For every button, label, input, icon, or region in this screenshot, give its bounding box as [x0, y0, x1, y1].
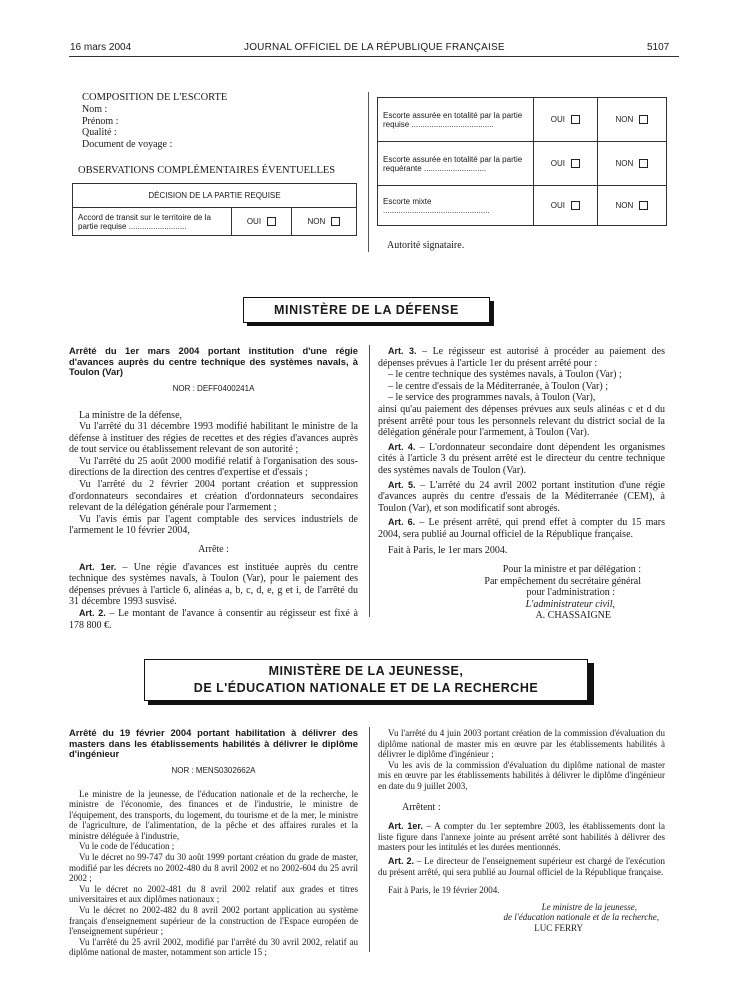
non-label: NON: [615, 158, 634, 168]
defense-nor: NOR : DEFF0400241A: [172, 383, 255, 393]
education-left-column: [69, 728, 358, 958]
signature-line: de l'éducation nationale et de la recherche,: [503, 912, 659, 923]
article-text: – L'arrêté du 24 avril 2002 portant institution d'une régie d'avances auprès du centre d'essais de la Méditerranée (CEM), à Toulon (Var), et son modificatif sont abrogés.: [378, 479, 665, 514]
column-divider-top: [368, 92, 369, 252]
escort-heading: COMPOSITION DE L'ESCORTE: [82, 92, 228, 103]
ministry-defense-title: MINISTÈRE DE LA DÉFENSE: [243, 297, 490, 323]
education-visa: Vu le décret no 99-747 du 30 août 1999 portant création du grade de master, modifié par les décrets no 2002-480 du 8 avril 2002 et no 2002-604 du 25 avril 2002 ;: [69, 852, 358, 884]
signature-line: pour l'administration :: [526, 587, 615, 599]
education-visa: Vu l'arrêté du 4 juin 2003 portant création de la commission d'évaluation du diplôme national de master mis en œuvre par les établissements habilités à délivrer le diplôme d'ingénieur ;: [378, 728, 665, 760]
education-visas-continued: [378, 728, 665, 792]
oui-label: OUI: [550, 200, 565, 210]
list-item: – le service des programmes navals, à Toulon (Var),: [388, 392, 596, 404]
education-visa: Le ministre de la jeunesse, de l'éducation nationale et de la recherche, le ministre de l'économie, des finances et de l'industrie, le ministre de l'équipement, des transports, du logement, du tourisme et de la mer, le ministre de l'agriculture, de l'alimentation, de la pêche et des affaires rurales et la ministre déléguée à l'industrie,: [69, 788, 358, 841]
decision-oui-label: OUI: [246, 216, 262, 226]
defense-done-at: Fait à Paris, le 1er mars 2004.: [388, 544, 508, 556]
defense-article-3-list: [378, 369, 665, 404]
header-rule: [69, 56, 679, 57]
education-visa: Vu le décret no 2002-482 du 8 avril 2002 portant application au système français d'enseignement supérieur de la construction de l'Espace européen de l'enseignement supérieur ;: [69, 905, 358, 937]
article-text: – Le présent arrêté, qui prend effet à compter du 15 mars 2004, sera publié au Journal officiel de la République française.: [378, 517, 666, 540]
decision-non-label: NON: [307, 216, 326, 226]
education-arretent: Arrêtent :: [402, 801, 441, 813]
defense-article-5: [378, 480, 665, 515]
decision-non-cell: [291, 208, 356, 236]
escort-row-requise-non: [597, 98, 666, 142]
article-label: Art. 1er.: [79, 561, 117, 572]
checkbox-icon: [639, 201, 648, 210]
defense-visa: Vu l'arrêté du 2 février 2004 portant création et suppression d'ordonnateurs secondaires et création d'ordonnateurs secondaires relevant de la délégation générale pour l'armement ;: [69, 479, 358, 514]
defense-visa: Vu l'arrêté du 31 décembre 1993 modifié habilitant le ministre de la défense à instituer des régies de recettes et des régies d'avances auprès de tout service ou établissement relevant de son autorité ;: [69, 421, 358, 456]
education-right-column: [378, 728, 665, 934]
defense-left-column: [69, 346, 358, 631]
decision-table: [72, 183, 357, 236]
escort-row-mixte-non: [597, 186, 666, 226]
defense-article-3: [378, 346, 665, 369]
checkbox-icon: [571, 159, 580, 168]
education-nor: NOR : MENS0302662A: [171, 765, 256, 775]
header-date: 16 mars 2004: [70, 42, 132, 53]
signature-line: Pour la ministre et par délégation :: [502, 564, 641, 576]
checkbox-icon: [571, 115, 580, 124]
decision-label: Accord de transit sur le territoire de la partie requise ..........................: [73, 208, 232, 236]
article-label: Art. 3.: [388, 346, 417, 356]
escort-row-requerante-oui: [534, 142, 598, 186]
education-decree-title: Arrêté du 19 février 2004 portant habilitation à délivrer des masters dans les établissements habilités à délivrer le diplôme d'ingénieur: [69, 727, 358, 759]
checkbox-icon: [331, 217, 340, 226]
escort-field-nom: Nom :: [82, 104, 108, 115]
article-text: – L'ordonnateur secondaire dont dépendent les organismes cités à l'article 3 du présent arrêté est le directeur du centre technique des systèmes navals de Toulon (Var).: [378, 441, 665, 476]
column-divider-defense: [369, 345, 370, 617]
article-text: – Une régie d'avances est instituée auprès du centre technique des systèmes navals, à Toulon (Var), pour le paiement des dépenses prévues à l'article 6, alinéas a, b, c, d, e, g et i, de l'arrêté du 31 décembre 1993 susvisé.: [69, 561, 358, 608]
signature-line: L'administrateur civil,: [525, 598, 615, 610]
column-divider-education: [369, 727, 370, 952]
defense-visa: Vu l'arrêté du 25 août 2000 modifié relatif à l'organisation des sous-directions de la direction des centres d'expertise et d'essais ;: [69, 455, 358, 479]
article-text: – Le directeur de l'enseignement supérieur est chargé de l'exécution du présent arrêté, qui sera publié au Journal officiel de la République française.: [378, 855, 665, 877]
oui-label: OUI: [550, 158, 565, 168]
escort-signature: Autorité signataire.: [387, 240, 465, 251]
decision-header: DÉCISION DE LA PARTIE REQUISE: [73, 184, 357, 208]
signature-line: Le ministre de la jeunesse,: [541, 901, 637, 912]
defense-arrete: Arrête :: [198, 544, 229, 556]
list-item: – le centre technique des systèmes navals, à Toulon (Var) ;: [388, 369, 622, 381]
defense-right-column: [378, 346, 665, 622]
escort-row-requerante: Escorte assurée en totalité par la partie requérante ............................: [378, 142, 534, 186]
ministry-education-line-1: MINISTÈRE DE LA JEUNESSE,: [268, 664, 464, 678]
defense-visa: La ministre de la défense,: [79, 409, 183, 421]
escort-field-prenom: Prénom :: [82, 115, 119, 127]
education-article-2: [378, 856, 665, 877]
defense-visa: Vu l'avis émis par l'agent comptable des services industriels de l'armement le 10 février 2004,: [69, 513, 358, 537]
escort-field-document: Document de voyage :: [82, 138, 173, 150]
checkbox-icon: [639, 159, 648, 168]
header-page-number: 5107: [647, 42, 670, 53]
checkbox-icon: [267, 217, 276, 226]
escort-row-mixte-oui: [534, 186, 598, 226]
escort-row-requise-oui: [534, 98, 598, 142]
defense-article-3-tail: ainsi qu'au paiement des dépenses prévues aux seuls alinéas c et d du présent arrêté pour tous les personnels relevant du district social de la délégation générale pour l'armement, à Toulon (Var).: [378, 403, 665, 439]
ministry-education-line-2: DE L'ÉDUCATION NATIONALE ET DE LA RECHERCHE: [193, 681, 539, 695]
education-done-at: Fait à Paris, le 19 février 2004.: [388, 885, 500, 896]
defense-article-4: [378, 442, 665, 477]
escort-table: [377, 97, 667, 226]
signatory-name: LUC FERRY: [534, 922, 583, 933]
signatory-name: A. CHASSAIGNE: [535, 610, 611, 622]
education-visa: Vu le décret no 2002-481 du 8 avril 2002 relatif aux grades et titres universitaires et aux diplômes nationaux ;: [69, 883, 358, 905]
article-text: – Le régisseur est autorisé à procéder au paiement des dépenses prévues à l'article 1er du présent arrêté pour :: [378, 346, 665, 369]
non-label: NON: [615, 200, 634, 210]
oui-label: OUI: [550, 114, 565, 124]
article-text: – Le montant de l'avance à consentir au régisseur est fixé à 178 800 €.: [69, 608, 358, 631]
escort-row-requise: Escorte assurée en totalité par la partie requise .....................................: [378, 98, 534, 142]
article-text: – A compter du 1er septembre 2003, les établissements dont la liste figure dans l'annexe jointe au présent arrêté sont habilités à délivrer des masters pour les intitulés et les durées mentionnés.: [378, 821, 665, 853]
observations-heading: OBSERVATIONS COMPLÉMENTAIRES ÉVENTUELLES: [78, 165, 336, 176]
escort-row-mixte: Escorte mixte ................................................: [378, 186, 534, 226]
ministry-education-title: [144, 659, 588, 701]
education-visa: Vu les avis de la commission d'évaluation du diplôme national de master mis en œuvre par les établissements habilités à délivrer le diplôme d'ingénieur en date du 9 juillet 2003,: [378, 759, 665, 791]
article-label: Art. 5.: [388, 479, 416, 490]
education-visa: Vu le code de l'éducation ;: [79, 841, 175, 852]
article-label: Art. 1er.: [388, 821, 423, 832]
non-label: NON: [615, 114, 634, 124]
decision-oui-cell: [232, 208, 292, 236]
education-signature-block: [378, 902, 665, 934]
header-journal-title: JOURNAL OFFICIEL DE LA RÉPUBLIQUE FRANÇAISE: [244, 42, 505, 53]
defense-article-2: [69, 608, 358, 631]
signature-line: Par empêchement du secrétaire général: [484, 575, 641, 587]
defense-article-1: [69, 562, 358, 608]
article-label: Art. 2.: [388, 855, 415, 866]
checkbox-icon: [571, 201, 580, 210]
defense-article-6: [378, 517, 665, 540]
education-visa: Vu l'arrêté du 25 avril 2002, modifié par l'arrêté du 30 avril 2002, relatif au diplôme national de master, notamment son article 15 ;: [69, 936, 358, 958]
article-label: Art. 4.: [388, 441, 416, 452]
defense-signature-block: [378, 564, 665, 622]
education-visas: [69, 789, 358, 959]
education-article-1: [378, 821, 665, 853]
defense-visas: [69, 410, 358, 538]
article-label: Art. 6.: [388, 517, 416, 528]
escort-field-qualite: Qualité :: [82, 127, 117, 139]
article-label: Art. 2.: [79, 608, 106, 618]
escort-row-requerante-non: [597, 142, 666, 186]
defense-decree-title: Arrêté du 1er mars 2004 portant institution d'une régie d'avances auprès du centre technique des systèmes navals, à Toulon (Var): [69, 345, 358, 377]
escort-fields: [82, 104, 172, 150]
checkbox-icon: [639, 115, 648, 124]
list-item: – le centre d'essais de la Méditerranée, à Toulon (Var) ;: [388, 380, 608, 392]
